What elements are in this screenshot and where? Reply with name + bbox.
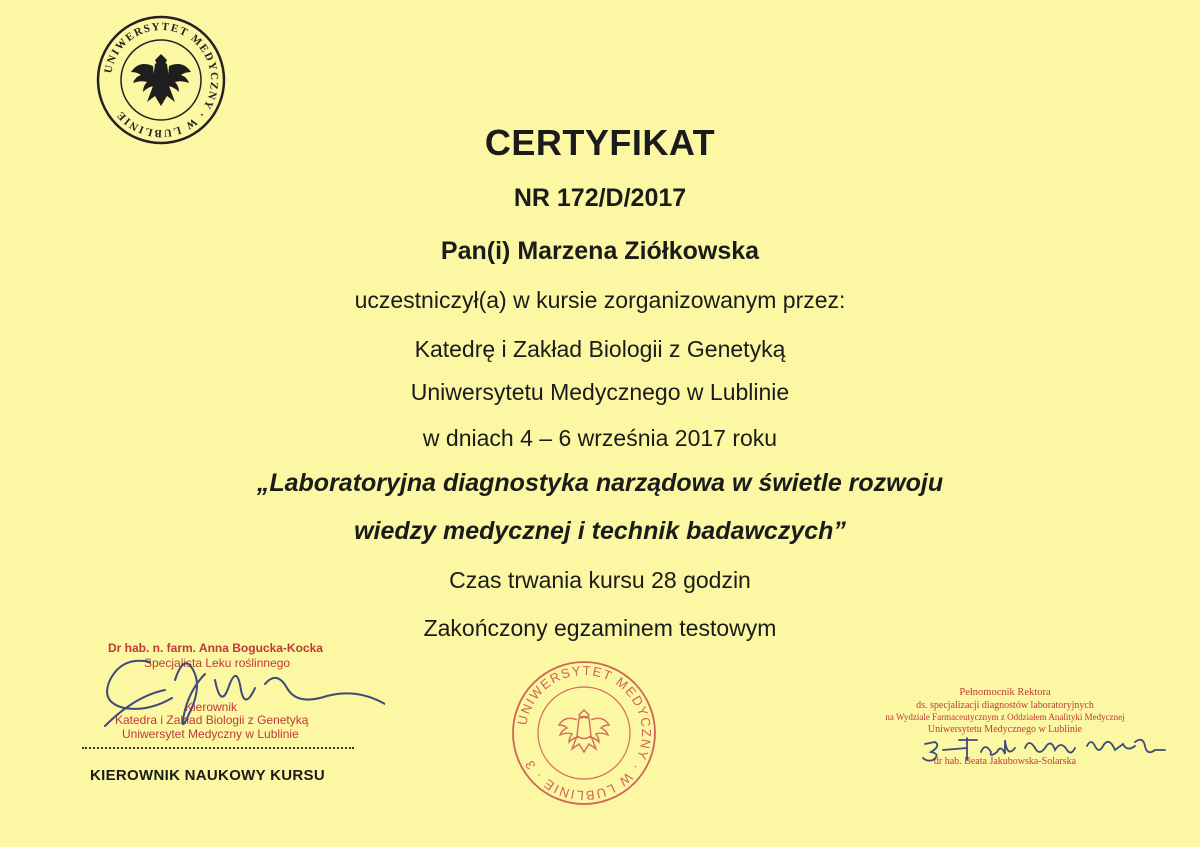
left-signatory-department: Katedra i Zakład Biologii z Genetyką — [115, 713, 309, 727]
left-signatory-university: Uniwersytet Medyczny w Lublinie — [122, 727, 299, 741]
certificate-number: NR 172/D/2017 — [513, 184, 687, 212]
right-signatory-name: dr hab. Beata Jakubowska-Solarska — [933, 756, 1077, 767]
left-signatory-title: Specjalista Leku roślinnego — [144, 656, 291, 670]
right-signatory-faculty: na Wydziale Farmaceutycznym z Oddziałem Analityki Medycznej — [885, 712, 1125, 722]
course-duration: Czas trwania kursu 28 godzin — [449, 567, 751, 593]
participation-line: uczestniczył(a) w kursie zorganizowanym przez: — [354, 287, 846, 313]
svg-text:UNIWERSYTET MEDYCZNY · W LUBLI: UNIWERSYTET MEDYCZNY · W LUBLINIE · 3 — [514, 662, 655, 804]
left-signature-icon — [95, 640, 385, 750]
left-signatory-role: Kierownik — [185, 700, 238, 714]
scientific-head-caption: KIEROWNIK NAUKOWY KURSU — [90, 767, 325, 784]
certificate-title: CERTYFIKAT — [484, 122, 716, 163]
right-signatory-university: Uniwersytetu Medycznego w Lublinie — [927, 724, 1083, 735]
university-red-seal-icon — [509, 658, 659, 808]
exam-info: Zakończony egzaminem testowym — [423, 615, 777, 641]
left-signatory-name: Dr hab. n. farm. Anna Bogucka-Kocka — [108, 641, 323, 655]
course-dates: w dniach 4 – 6 września 2017 roku — [422, 425, 778, 451]
recipient-name: Pan(i) Marzena Ziółkowska — [440, 237, 760, 265]
signature-line — [82, 747, 354, 749]
course-title-line-2: wiedzy medycznej i technik badawczych” — [354, 517, 846, 545]
right-signatory-role: Pełnomocnik Rektora — [959, 687, 1051, 698]
course-title-line-1: „Laboratoryjna diagnostyka narządowa w świetle rozwoju — [256, 469, 944, 497]
svg-text:UNIWERSYTET MEDYCZNY · W LUBLI: UNIWERSYTET MEDYCZNY · W LUBLINIE — [102, 20, 221, 140]
right-signatory-specialization: ds. specjalizacji diagnostów laboratoryjnych — [916, 700, 1094, 711]
right-signature-icon — [915, 730, 1175, 780]
organizer-line-1: Katedrę i Zakład Biologii z Genetyką — [414, 336, 786, 362]
organizer-line-2: Uniwersytetu Medycznego w Lublinie — [410, 379, 790, 405]
